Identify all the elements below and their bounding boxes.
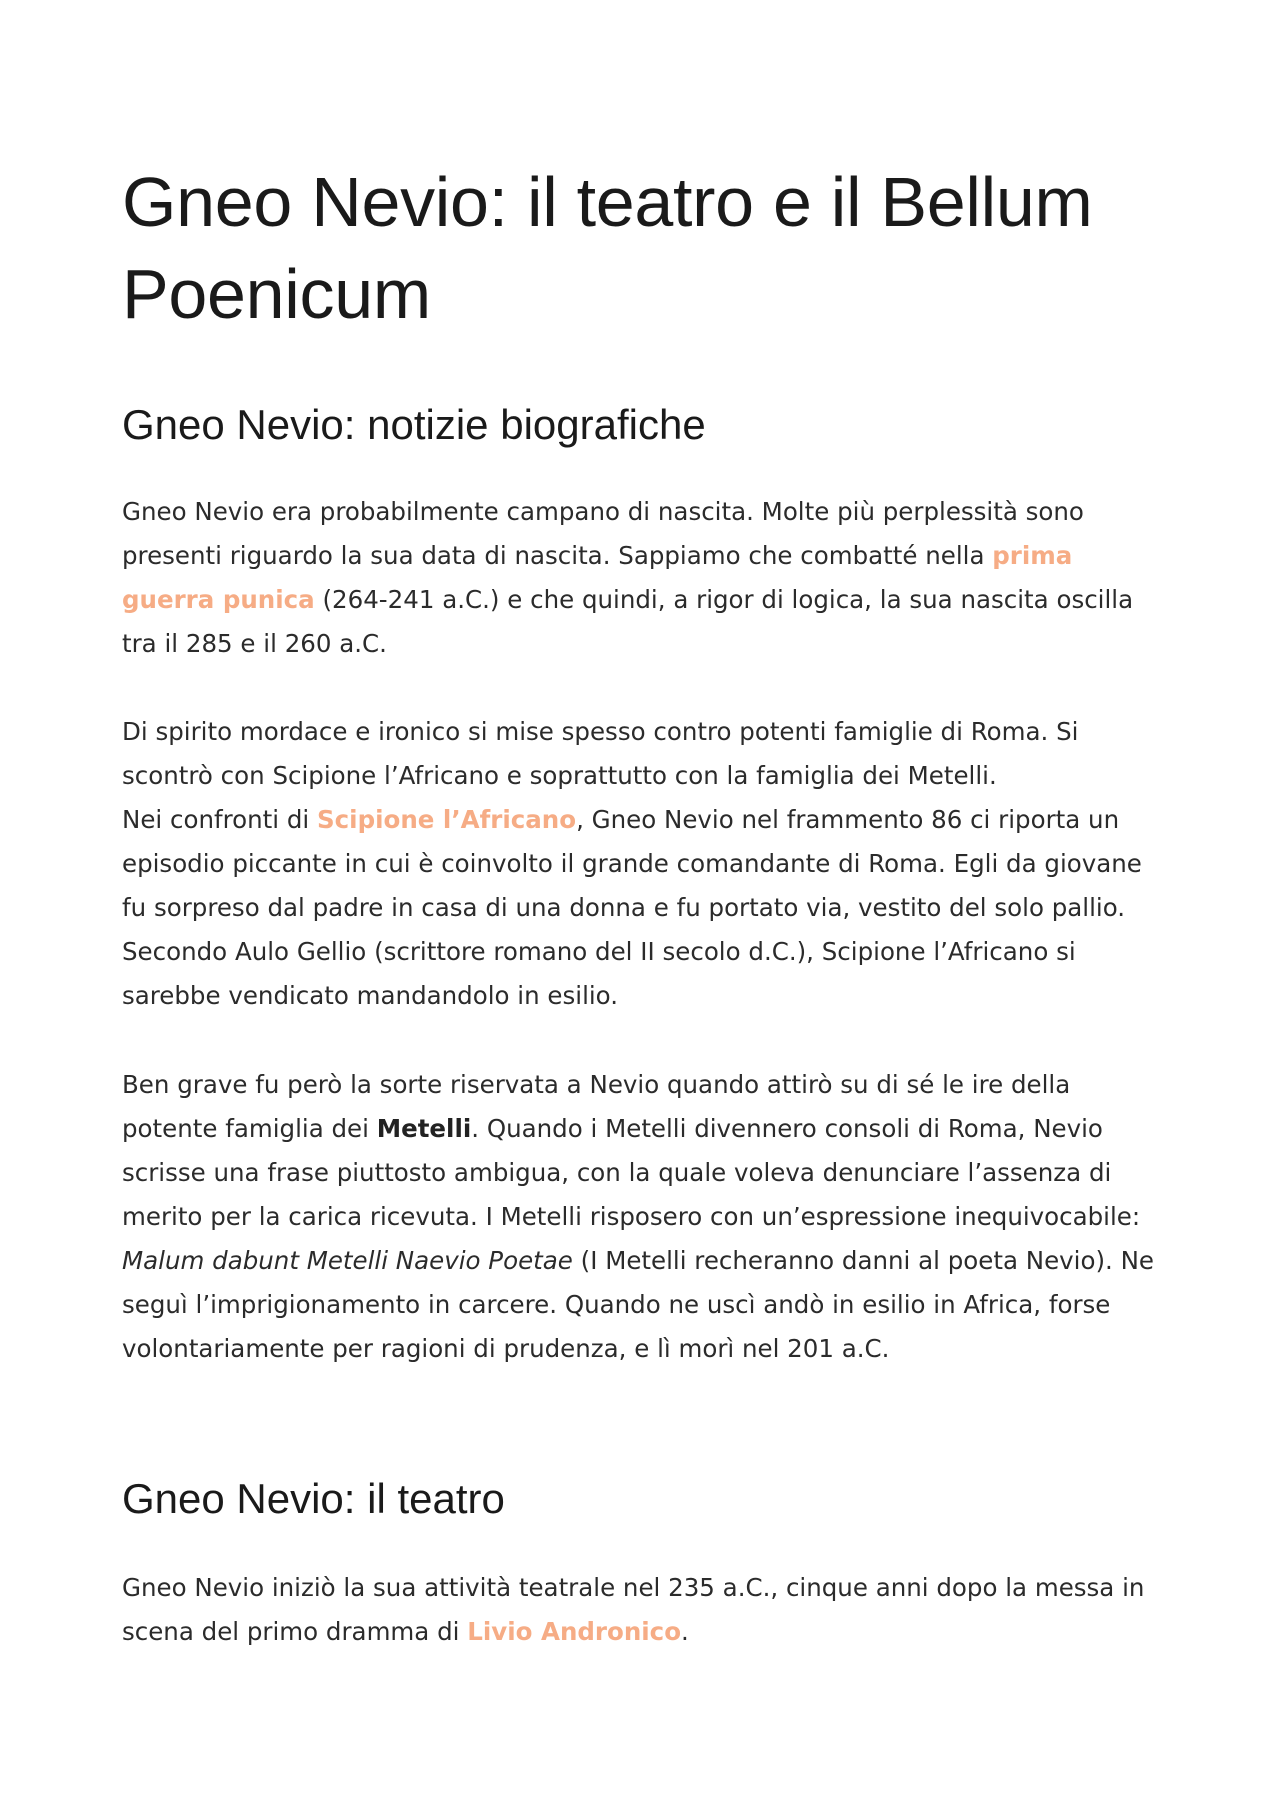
page-title: Gneo Nevio: il teatro e il Bellum Poenicum <box>122 163 1093 333</box>
paragraph-text: . <box>681 1617 689 1646</box>
paragraph-text: , Gneo Nevio nel frammento 86 ci riporta un episodio piccante in cui è coinvolto il grande comandante di Roma. Egli da giovane fu sorpreso dal padre in casa di una donna e fu portato via, vestito del solo pallio. Secondo Aulo Gellio (scrittore romano del II secolo d.C.), Scipione l’Africano si sarebbe vendicato mandandolo in esilio. <box>122 805 1142 1010</box>
paragraph-text: Nei confronti di <box>122 805 318 834</box>
section-heading-biografia: Gneo Nevio: notizie biografiche <box>122 401 706 448</box>
paragraph-text: (264-241 a.C.) e che quindi, a rigor di logica, la sua nascita oscilla tra il 285 e il 260 a.C. <box>122 585 1134 658</box>
paragraph-text: Gneo Nevio era probabilmente campano di nascita. Molte più perplessità sono presenti riguardo la sua data di nascita. Sappiamo che combatté nella <box>122 497 1084 570</box>
paragraph-text: Gneo Nevio iniziò la sua attività teatrale nel 235 a.C., cinque anni dopo la messa in scena del primo dramma di <box>122 1573 1145 1646</box>
section-heading-teatro: Gneo Nevio: il teatro <box>122 1475 505 1522</box>
italic-quote: Malum dabunt Metelli Naevio Poetae <box>122 1246 573 1275</box>
paragraph-nascita <box>122 490 1167 666</box>
link-scipione-africano[interactable]: Scipione l’Africano <box>317 805 577 834</box>
paragraph-text: Di spirito mordace e ironico si mise spesso contro potenti famiglie di Roma. Si scontrò con Scipione l’Africano e soprattutto con la famiglia dei Metelli. <box>122 717 1079 790</box>
link-livio-andronico[interactable]: Livio Andronico <box>467 1617 682 1646</box>
paragraph-text: . Quando i Metelli divennero consoli di Roma, Nevio scrisse una frase piuttosto ambigua, con la quale voleva denunciare l’assenza di merito per la carica ricevuta. I Metelli risposero con un’espressione inequivocabile: <box>122 1114 1141 1231</box>
bold-metelli: Metelli <box>376 1114 472 1143</box>
paragraph-text: Ben grave fu però la sorte riservata a Nevio quando attirò su di sé le ire della potente famiglia dei <box>122 1070 1071 1143</box>
link-prima-guerra-punica[interactable]: prima guerra punica <box>122 541 1073 614</box>
paragraph-text: (I Metelli recheranno danni al poeta Nevio). Ne seguì l’imprigionamento in carcere. Quando ne uscì andò in esilio in Africa, forse volontariamente per ragioni di prudenza, e lì morì nel 201 a.C. <box>122 1246 1154 1363</box>
paragraph-scipione <box>122 710 1167 1018</box>
paragraph-teatro <box>122 1566 1167 1654</box>
paragraph-metelli <box>122 1063 1167 1371</box>
